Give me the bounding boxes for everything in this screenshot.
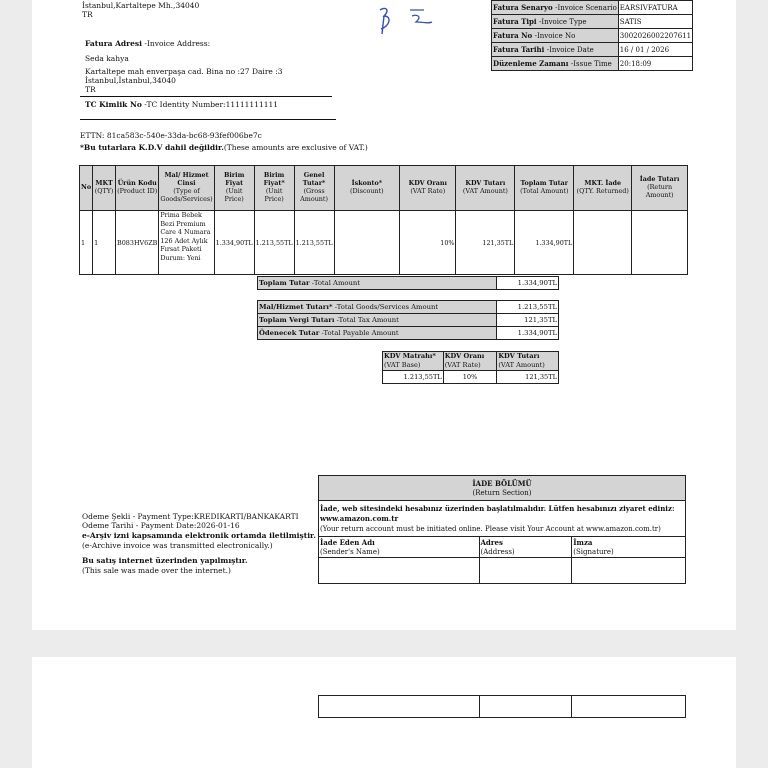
return-section-continued: [318, 695, 686, 718]
vat-cell: 10%: [443, 371, 497, 384]
column-header: İskonto* (Discount): [334, 166, 400, 211]
customer-name: Seda kahya: [85, 54, 129, 63]
cell-qty: 1: [93, 211, 116, 275]
invoice-page-2: [32, 657, 736, 768]
vat-column-header: KDV Matrahı* (VAT Base): [383, 352, 444, 371]
return-signature-cell: [572, 558, 686, 584]
return-section-title: İADE BÖLÜMÜ (Return Section): [319, 476, 686, 501]
return-sender-cell: [319, 696, 480, 718]
meta-value: 20:18:09: [618, 57, 692, 71]
meta-key: Fatura Senaryo -Invoice Scenario: [492, 1, 619, 15]
column-header: Toplam Tutar (Total Amount): [515, 166, 574, 211]
column-header: KDV Tutarı (VAT Amount): [456, 166, 515, 211]
column-header: KDV Oranı (VAT Rate): [400, 166, 456, 211]
summary-value: 121,35TL: [497, 314, 559, 327]
meta-key: Fatura Tarihi -Invoice Date: [492, 43, 619, 57]
meta-key: Fatura Tipi -Invoice Type: [492, 15, 619, 29]
cell-no: 1: [80, 211, 93, 275]
meta-row: [492, 43, 693, 57]
payment-date: Odeme Tarihi - Payment Date:2026-01-16: [82, 521, 240, 530]
summary-label: Toplam Vergi Tutarı -Total Tax Amount: [258, 314, 497, 327]
signature-mark: [372, 2, 467, 36]
meta-row: [492, 29, 693, 43]
summary-row: [258, 327, 559, 340]
meta-row: [492, 1, 693, 15]
summary-value: 1.213,55TL: [497, 301, 559, 314]
cell-description: Prima Bebek Bezi Premium Care 4 Numara 126 Adet Aylık Fırsat Paketi Durum: Yeni: [159, 211, 214, 275]
meta-value: SATIS: [618, 15, 692, 29]
divider: [80, 119, 336, 120]
summary-row: [258, 301, 559, 314]
vat-column-header: KDV Oranı (VAT Rate): [443, 352, 497, 371]
cell-vat-amount: 121,35TL: [456, 211, 515, 275]
column-header: Ürün Kodu (Product ID): [116, 166, 159, 211]
cell-product-id: B083HV6ZB: [116, 211, 159, 275]
cell-unit-price-ex: 1.213,55TL: [254, 211, 294, 275]
summary-label: Ödenecek Tutar -Total Payable Amount: [258, 327, 497, 340]
return-sender-header: İade Eden Adı (Sender's Name): [319, 537, 480, 558]
summary-value: 1.334,90TL: [497, 327, 559, 340]
summary-label: Mal/Hizmet Tutarı* -Total Goods/Services Amount: [258, 301, 497, 314]
invoice-address-label: Fatura Adresi -Invoice Address:: [85, 39, 211, 48]
return-address-cell: [479, 696, 572, 718]
ettn: ETTN: 81ca583c-540e-33da-bc68-93fef006be7c: [80, 131, 262, 140]
total-amount-row: [258, 277, 559, 290]
column-header: Genel Tutar* (Gross Amount): [294, 166, 334, 211]
internet-note: Bu satış internet üzerinden yapılmıştır.: [82, 556, 248, 565]
return-signature-cell: [572, 696, 686, 718]
table-row: [80, 211, 688, 275]
return-section: [318, 475, 686, 584]
divider: [80, 96, 332, 97]
vat-note: *Bu tutarlara K.D.V dahil değildir.(These amounts are exclusive of VAT.): [80, 143, 368, 152]
meta-value: EARSIVFATURA: [618, 1, 692, 15]
vat-cell: 121,35TL: [497, 371, 559, 384]
seller-address: İstanbul,Kartaltepe Mh.,34040: [82, 1, 200, 10]
cell-return-amount: [632, 211, 688, 275]
summary-row: [258, 314, 559, 327]
address-line-2: İstanbul,İstanbul,34040: [85, 76, 176, 85]
return-sender-cell: [319, 558, 480, 584]
total-amount-value: 1.334,90TL: [497, 277, 559, 290]
invoice-meta-table: [491, 0, 693, 71]
vat-table: [382, 351, 559, 384]
column-header: MKT. İade (QTY. Returned): [574, 166, 632, 211]
return-address-header: Adres (Address): [479, 537, 572, 558]
vat-column-header: KDV Tutarı (VAT Amount): [497, 352, 559, 371]
address-line-1: Kartaltepe mah enverpaşa cad. Bina no :27 Daire :3: [85, 67, 283, 76]
column-header: İade Tutarı (Return Amount): [632, 166, 688, 211]
seller-country: TR: [82, 10, 93, 19]
column-header: Mal/ Hizmet Cinsi (Type of Goods/Services): [159, 166, 214, 211]
items-table: [79, 165, 688, 275]
return-address-cell: [479, 558, 572, 584]
meta-row: [492, 57, 693, 71]
cell-qty-returned: [574, 211, 632, 275]
column-header: No: [80, 166, 93, 211]
meta-key: Fatura No -Invoice No: [492, 29, 619, 43]
return-signature-header: İmza (Signature): [572, 537, 686, 558]
meta-value: 16 / 01 / 2026: [618, 43, 692, 57]
invoice-page-1: [32, 0, 736, 630]
tc-identity: TC Kimlik No -TC Identity Number:11111111111: [85, 100, 279, 109]
column-header: Birim Fiyat* (Unit Price): [254, 166, 294, 211]
cell-unit-price: 1.334,90TL: [214, 211, 254, 275]
column-header: Birim Fiyat (Unit Price): [214, 166, 254, 211]
column-header: MKT (QTY): [93, 166, 116, 211]
meta-key: Düzenleme Zamanı -Issue Time: [492, 57, 619, 71]
total-amount-table: [257, 276, 559, 290]
address-country: TR: [85, 85, 96, 94]
cell-gross: 1.213,55TL: [294, 211, 334, 275]
vat-cell: 1.213,55TL: [383, 371, 444, 384]
earsiv-note: e-Arşiv izni kapsamında elektronik ortamda iletilmiştir.: [82, 531, 316, 540]
earsiv-note-en: (e-Archive invoice was transmitted electronically.): [82, 541, 273, 550]
cell-total: 1.334,90TL: [515, 211, 574, 275]
total-amount-label: Toplam Tutar -Total Amount: [258, 277, 497, 290]
payment-type: Odeme Şekli - Payment Type:KREDIKARTI/BANKAKARTI: [82, 512, 299, 521]
cell-vat-rate: 10%: [400, 211, 456, 275]
cell-discount: [334, 211, 400, 275]
return-instructions: İade, web sitesindeki hesabınız üzerinden başlatılmalıdır. Lütfen hesabınızı ziyaret ediniz: www.amazon.com.tr (Your return account must be initiated online. Please visit Your Account at www.amazon.com.tr): [319, 501, 686, 537]
internet-note-en: (This sale was made over the internet.): [82, 566, 231, 575]
summary-table: [257, 300, 559, 340]
meta-row: [492, 15, 693, 29]
meta-value: 3002026002207611: [618, 29, 692, 43]
